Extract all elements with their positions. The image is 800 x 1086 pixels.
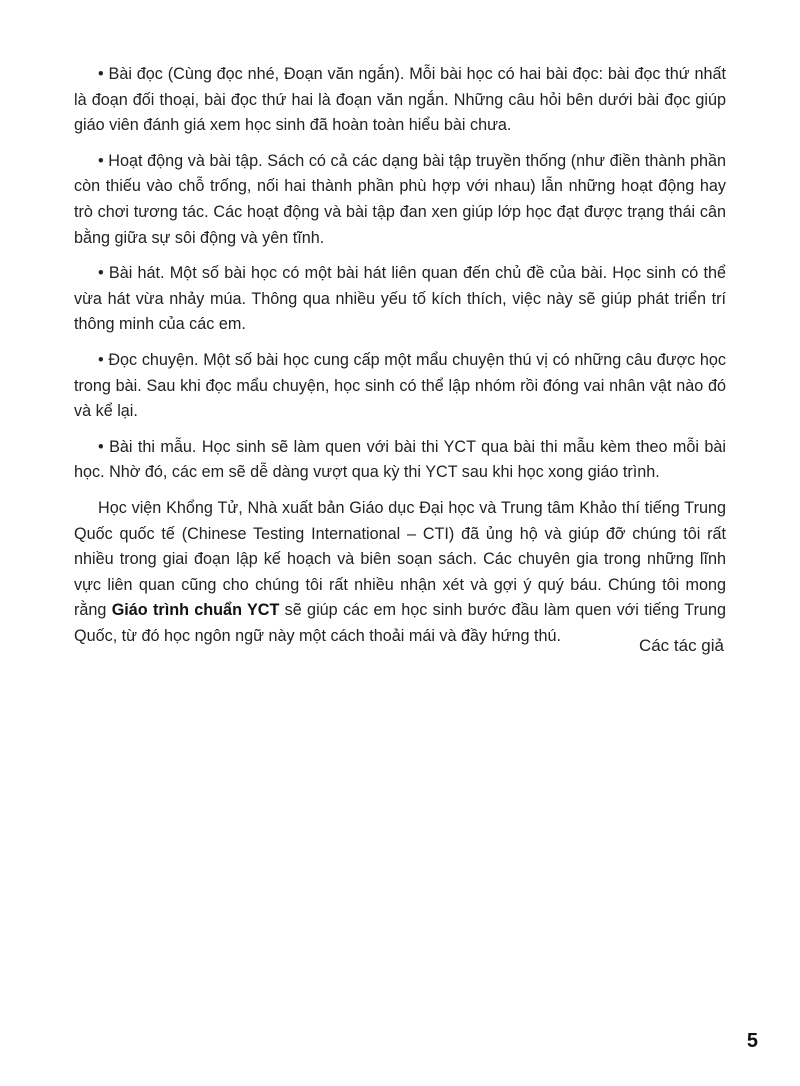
paragraph-text: Bài thi mẫu. Học sinh sẽ làm quen với bài thi YCT qua bài thi mẫu kèm theo mỗi bài học. Nhờ đó, các em sẽ dễ dàng vượt qua kỳ thi YCT sau khi học xong giáo trình. [74,437,726,482]
paragraph-songs [74,261,726,338]
paragraph-text: Đọc chuyện. Một số bài học cung cấp một mẩu chuyện thú vị có những câu được học trong bài. Sau khi đọc mẩu chuyện, học sinh có thể lập nhóm rồi đóng vai nhân vật nào đó và kể lại. [74,350,726,421]
book-title: Giáo trình chuẩn YCT [111,601,280,620]
bullet-marker: • [98,65,104,83]
bullet-marker: • [98,350,104,369]
paragraph-reading [74,62,726,139]
page-content [74,62,726,659]
bullet-marker: • [98,264,104,283]
paragraph-text: Hoạt động và bài tập. Sách có cả các dạng bài tập truyền thống (như điền thành phần còn thiếu vào chỗ trống, nối hai thành phần phù hợp với nhau) lẫn những hoạt động hay trò chơi tương tác. Các hoạt động và bài tập đan xen giúp lớp học đạt được trạng thái cân bằng giữa sự sôi động và yên tĩnh. [74,151,726,247]
paragraph-acknowledgement [74,496,726,650]
paragraph-text: Bài hát. Một số bài học có một bài hát liên quan đến chủ đề của bài. Học sinh có thể vừa hát vừa nhảy múa. Thông qua nhiều yếu tố kích thích, việc này sẽ giúp phát triển trí thông minh của các em. [74,264,727,334]
bullet-marker: • [98,437,104,456]
paragraph-stories [74,348,726,425]
paragraph-text: Bài đọc (Cùng đọc nhé, Đoạn văn ngắn). Mỗi bài học có hai bài đọc: bài đọc thứ nhất là đoạn đối thoại, bài đọc thứ hai là đoạn văn ngắn. Những câu hỏi bên dưới bài đọc giúp giáo viên đánh giá xem học sinh đã hoàn toàn hiểu bài chưa. [74,65,727,135]
bullet-marker: • [98,151,104,170]
paragraph-sample-test [74,435,726,486]
acknowledgement-text-end: sẽ giúp các em học sinh bước đầu làm quen với tiếng Trung Quốc, từ đó học ngôn ngữ này một cách thoải mái và đầy hứng thú. [74,601,726,645]
acknowledgement-text: Học viện Khổng Tử, Nhà xuất bản Giáo dục Đại học và Trung tâm Khảo thí tiếng Trung Quốc quốc tế (Chinese Testing International – CTI) đã ủng hộ và giúp đỡ chúng tôi rất nhiều trong giai đoạn lập kế hoạch và biên soạn sách. Các chuyên gia trong những lĩnh vực liên quan cũng cho chúng tôi rất nhiều nhận xét và gợi ý quý báu. Chúng tôi mong rằng [74,498,726,620]
page-number: 5 [746,1030,758,1052]
paragraph-activities [74,149,726,251]
signature: Các tác giả [638,636,724,655]
